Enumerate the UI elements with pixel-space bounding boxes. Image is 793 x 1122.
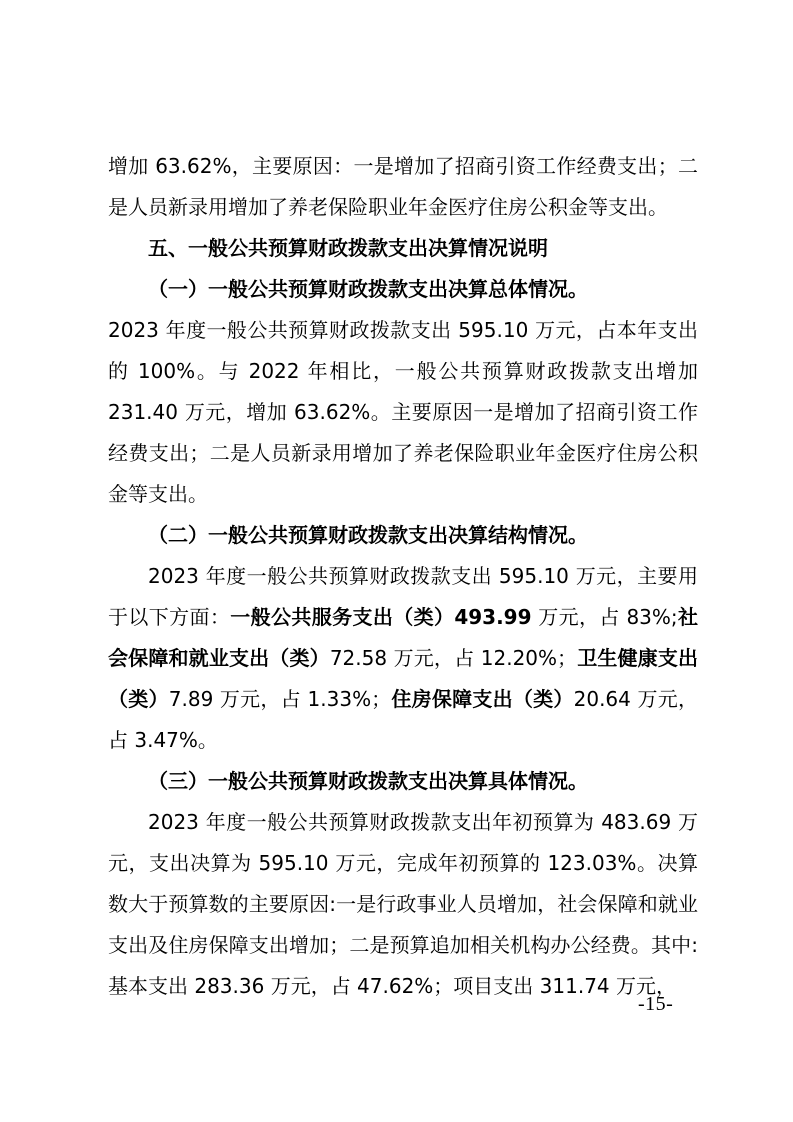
item-health-label: 卫生健康支出（类）	[108, 646, 699, 711]
subsection-heading-1: （一）一般公共预算财政拨款支出决算总体情况。	[148, 277, 588, 301]
subsection-3-paragraph: 2023 年度一般公共预算财政拨款支出年初预算为 483.69 万元，支出决算为 595.10 万元，完成年初预算的 123.03%。决算数大于预算数的主要原因:一是行政事业人员增加，社会保障和就业支出及住房保障支出增加；二是预算追加相关机构办公经费。其中:基本支出 283.36 万元，占 47.62%；项目支出 311.74 万元，	[108, 810, 698, 998]
section-heading-5: 五、一般公共预算财政拨款支出决算情况说明	[148, 236, 548, 260]
continued-paragraph: 增加 63.62%，主要原因：一是增加了招商引资工作经费支出；二是人员新录用增加了养老保险职业年金医疗住房公积金等支出。	[108, 154, 698, 219]
item-social-security-label: 社会保障和就业支出（类）	[108, 605, 699, 670]
subsection-1-paragraph: 2023 年度一般公共预算财政拨款支出 595.10 万元，占本年支出的 100%。与 2022 年相比，一般公共预算财政拨款支出增加 231.40 万元，增加 63.62%。主要原因一是增加了招商引资工作经费支出；二是人员新录用增加了养老保险职业年金医疗住房公积金等支出。	[108, 318, 698, 506]
structure-intro: 2023 年度一般公共预算财政拨款支出 595.10 万元，主要用于以下方面：	[108, 564, 698, 629]
subsection-heading-2: （二）一般公共预算财政拨款支出决算结构情况。	[148, 523, 588, 547]
item-housing-detail: 20.64 万元，占 3.47%。	[108, 687, 699, 752]
item-housing-label: 住房保障支出（类）	[391, 687, 574, 711]
subsection-2-paragraph	[108, 556, 698, 761]
page-number: -15-	[638, 993, 674, 1015]
subsection-heading-3: （三）一般公共预算财政拨款支出决算具体情况。	[148, 769, 588, 793]
body-text	[108, 146, 698, 1007]
item-general-public-services-label: 一般公共服务支出（类）	[230, 605, 455, 629]
item-general-public-services-value: 493.99	[454, 605, 532, 629]
item-social-security-detail: 72.58 万元，占 12.20%；	[329, 646, 578, 670]
item-health-detail: 7.89 万元，占 1.33%；	[168, 687, 392, 711]
item-general-public-services-detail: 万元，占 83%;	[531, 605, 678, 629]
